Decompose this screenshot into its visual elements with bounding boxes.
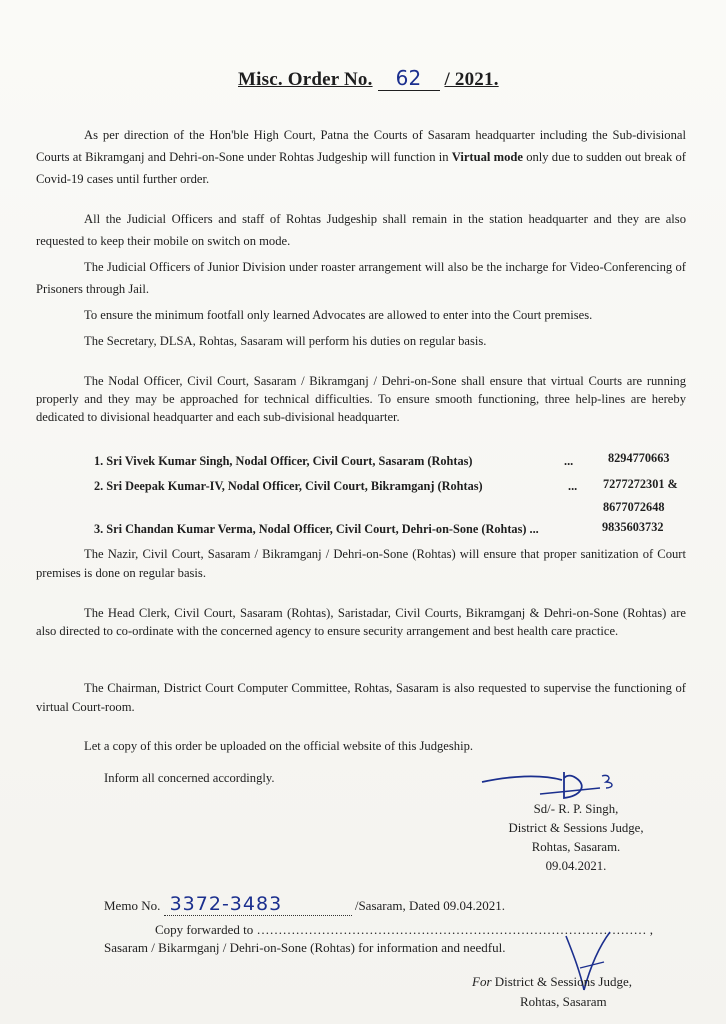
for-place: Rohtas, Sasaram [520, 994, 607, 1009]
virtual-mode-emphasis: Virtual mode [451, 150, 524, 164]
copy-forwarded-line: Copy forwarded to ……………………………………………………………………………… , [155, 922, 653, 937]
signature-block [486, 800, 666, 876]
order-title-prefix: Misc. Order No. [238, 69, 373, 90]
paragraph-head-clerk: The Head Clerk, Civil Court, Sasaram (Rohtas), Saristadar, Civil Courts, Bikramganj & Dehri-on-Sone (Rohtas) are also directed to co-ordinate with the concerned agency to ensure security arrangement and best health care practice. [36, 606, 686, 638]
order-year: / 2021. [444, 69, 499, 90]
paragraph-nazir: The Nazir, Civil Court, Sasaram / Bikramganj / Dehri-on-Sone (Rohtas) will ensure that proper sanitization of Court premises is done on regular basis. [36, 547, 686, 580]
judge-signature-image [480, 768, 620, 804]
forwarding-signature-block [472, 972, 632, 1012]
paragraph-upload-copy: Let a copy of this order be uploaded on the official website of this Judgeship. [84, 739, 474, 753]
helpline-phone-2: 7277272301 & [603, 477, 678, 491]
helpline-contact-2: 2. Sri Deepak Kumar-IV, Nodal Officer, Civil Court, Bikramganj (Rohtas) [94, 479, 483, 493]
paragraph-dlsa: The Secretary, DLSA, Rohtas, Sasaram will perform his duties on regular basis. [84, 334, 487, 348]
copy-recipients-line: Sasaram / Bikarmganj / Dehri-on-Sone (Rohtas) for information and needful. [104, 940, 506, 955]
helpline-phone-3: 9835603732 [602, 520, 664, 534]
signatory-name: Sd/- R. P. Singh, [533, 802, 619, 816]
paragraph-computer-committee: The Chairman, District Court Computer Committee, Rohtas, Sasaram is also requested to supervise the functioning of virtual Court-room. [36, 681, 686, 714]
helpline-phone-2-alt: 8677072648 [603, 500, 665, 514]
paragraph-footfall: To ensure the minimum footfall only learned Advocates are allowed to enter into the Court premises. [84, 308, 593, 322]
signatory-location: Rohtas, Sasaram. [531, 840, 621, 854]
order-title [238, 66, 499, 91]
order-number-handwritten: 62 [378, 66, 440, 91]
helpline-dots-2: ... [568, 479, 578, 493]
memo-number-handwritten: 3372-3483 [164, 893, 352, 916]
for-prefix: For [472, 974, 492, 989]
memo-line [104, 893, 505, 916]
signatory-designation: District & Sessions Judge, [508, 821, 644, 835]
memo-place-date: /Sasaram, Dated 09.04.2021. [354, 898, 506, 913]
paragraph-video-conferencing: The Judicial Officers of Junior Division under roaster arrangement will also be the incharge for Video-Conferencing of Prisoners through Jail. [36, 260, 686, 296]
for-designation: District & Sessions Judge, [494, 974, 632, 989]
helpline-contact-1: 1. Sri Vivek Kumar Singh, Nodal Officer, Civil Court, Sasaram (Rohtas) [94, 454, 473, 468]
helpline-contact-3: 3. Sri Chandan Kumar Verma, Nodal Officer, Civil Court, Dehri-on-Sone (Rohtas) ... [94, 522, 539, 536]
signature-date: 09.04.2021. [545, 859, 607, 873]
paragraph-officers-headquarter: All the Judicial Officers and staff of Rohtas Judgeship shall remain in the station headquarter and they are also requested to keep their mobile on switch on mode. [36, 212, 686, 248]
memo-label: Memo No. [104, 898, 161, 913]
paragraph-inform: Inform all concerned accordingly. [104, 771, 275, 785]
helpline-dots-1: ... [564, 454, 574, 468]
paragraph-nodal-officer: The Nodal Officer, Civil Court, Sasaram / Bikramganj / Dehri-on-Sone shall ensure that virtual Courts are running properly and they may be approached for technical difficulties. To ensure smooth functioning, three help-lines are hereby dedicated to divisional headquarter and each sub-divisional headquarter. [36, 374, 686, 424]
helpline-phone-1: 8294770663 [608, 451, 670, 465]
paragraph-virtual-mode: As per direction of the Hon'ble High Court, Patna the Courts of Sasaram headquarter including the Sub-divisional Courts at Bikramganj and Dehri-on-Sone under Rohtas Judgeship will function in Virtual mode only due to sudden out break of Covid-19 cases until further order. [36, 128, 686, 186]
